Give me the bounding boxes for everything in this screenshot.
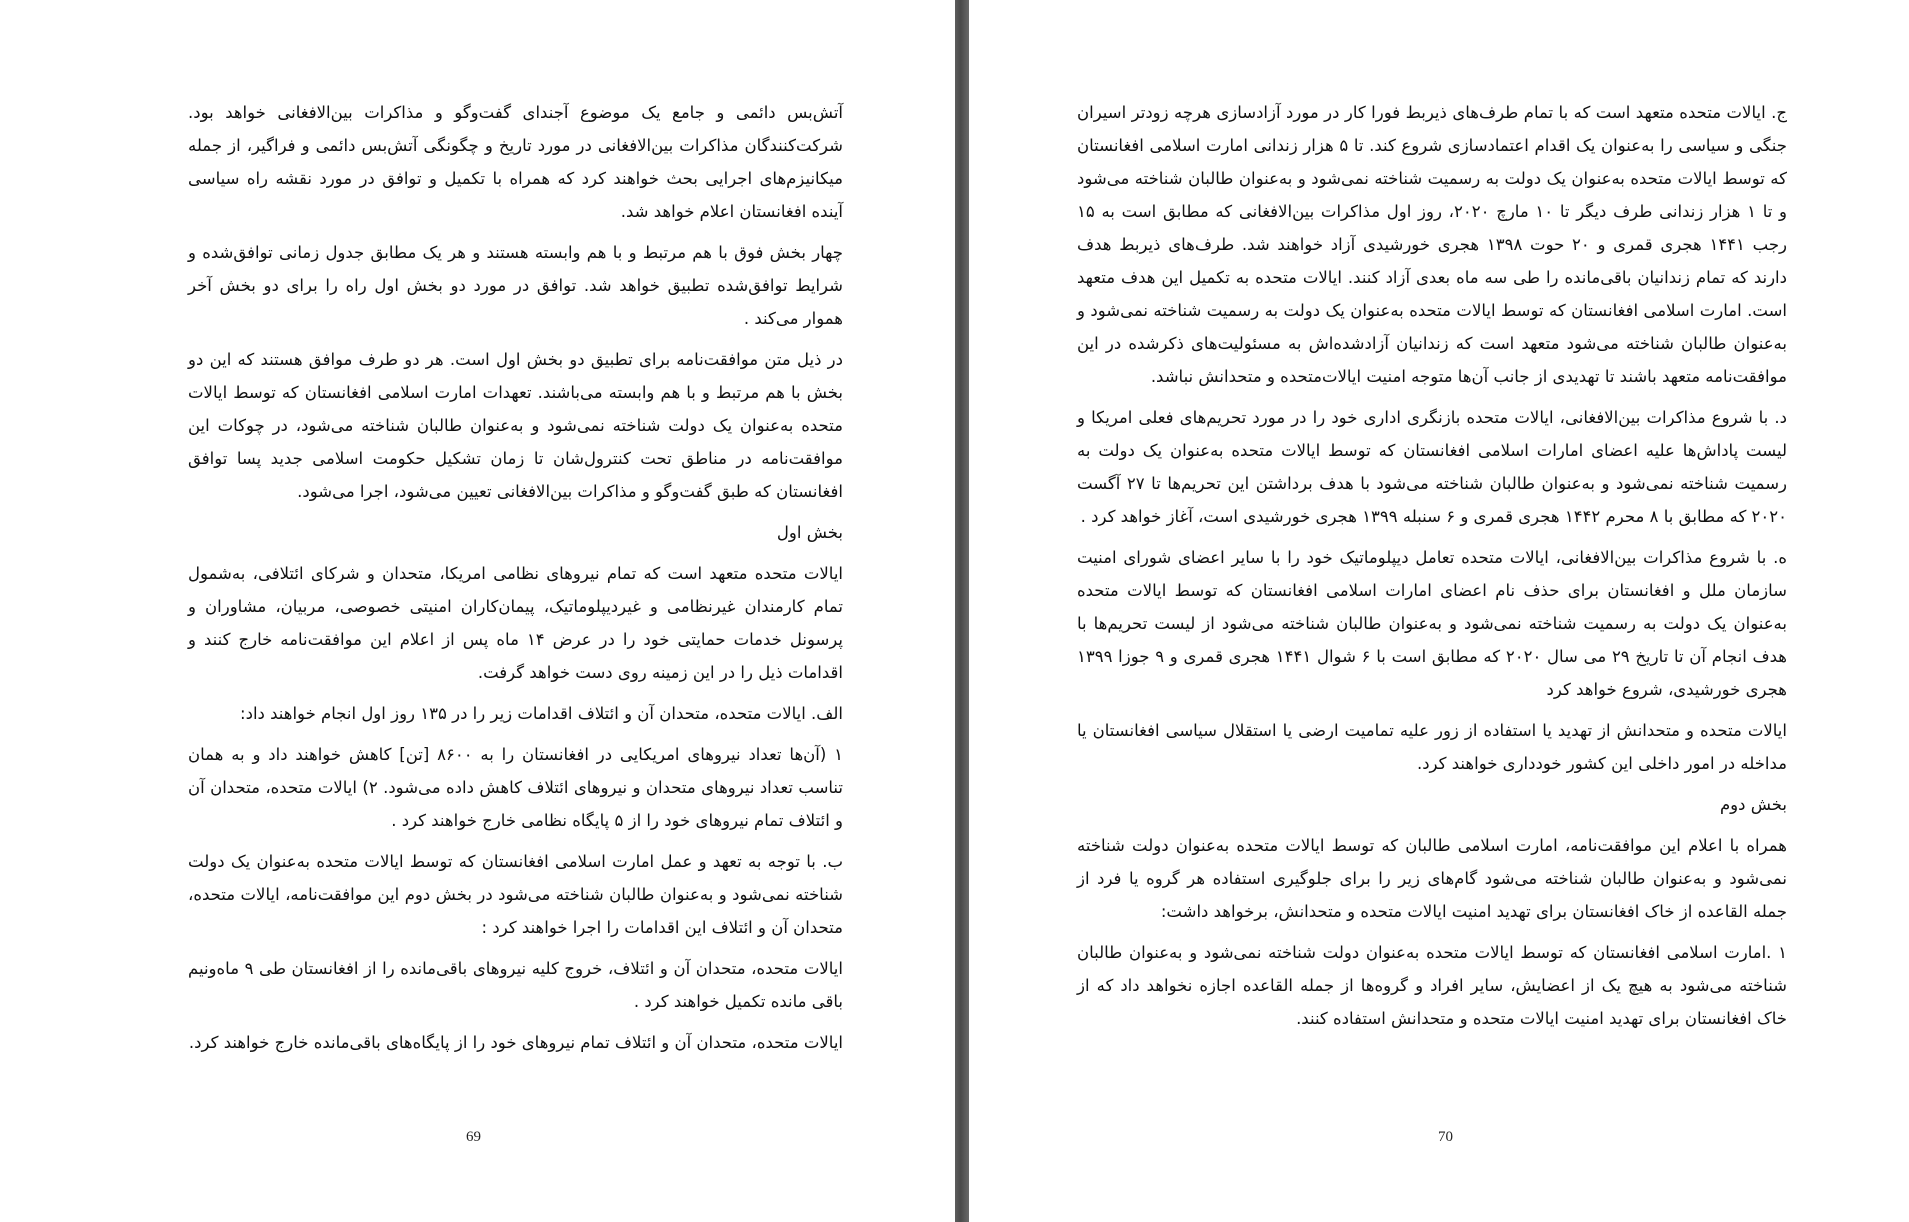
paragraph: ۱ .امارت اسلامی افغانستان که توسط ایالات متحده به‌عنوان دولت شناخته نمی‌شود و به‌عنوان طالبان شناخته می‌شود به هیچ یک از اعضایش، سایر افراد و گروه‌ها از جمله القاعده اجازه نخواهد داد که از خاک افغانستان برای تهدید امنیت ایالات متحده و متحدانش استفاده کنند. — [1077, 943, 1787, 1028]
page-70 — [969, 0, 1909, 1222]
page-69-text — [188, 96, 843, 1067]
paragraph: چهار بخش فوق با هم مرتبط و با هم وابسته هستند و هر یک مطابق جدول زمانی توافق‌شده و شرایط توافق‌شده تطبیق خواهد شد. توافق در مورد دو بخش اول راه را برای دو بخش آخر هموار می‌کند . — [188, 243, 843, 328]
page-70-text — [1077, 96, 1787, 1043]
paragraph: ج. ایالات متحده متعهد است که با تمام طرف‌های ذیربط فورا کار در مورد آزادسازی هرچه زودتر اسیران جنگی و سیاسی را به‌عنوان یک اقدام اعتمادسازی شروع کند. تا ۵ هزار زندانی امارت اسلامی افغانستان که توسط ایالات متحده به‌عنوان یک دولت به رسمیت شناخته نمی‌شود و به‌عنوان طالبان شناخته می‌شود و تا ۱ هزار زندانی طرف دیگر تا ۱۰ مارچ ۲۰۲۰، روز اول مذاکرات بین‌الافغانی که مطابق است به ۱۵ رجب ۱۴۴۱ هجری قمری و ۲۰ حوت ۱۳۹۸ هجری خورشیدی آزاد خواهند شد. طرف‌های ذیربط هدف دارند که تمام زندانیان باقی‌مانده را طی سه ماه بعدی آزاد کنند. ایالات متحده به تکمیل این هدف متعهد است. امارت اسلامی افغانستان که توسط ایالات متحده به‌عنوان یک دولت به رسمیت شناخته نمی‌شود و به‌عنوان طالبان شناخته می‌شود متعهد است که زندانیان آزادشده‌اش به مسئولیت‌های ذکرشده در این موافقت‌نامه متعهد باشند تا تهدیدی از جانب آن‌ها متوجه امنیت ایالات‌متحده و متحدانش نباشد. — [1077, 103, 1788, 386]
paragraph: ایالات متحده، متحدان آن و ائتلاف، خروج کلیه نیروهای باقی‌مانده را از افغانستان طی ۹ ماه‌ونیم باقی مانده تکمیل خواهند کرد . — [188, 959, 843, 1011]
paragraph: ه. با شروع مذاکرات بین‌الافغانی، ایالات متحده تعامل دیپلوماتیک خود را با سایر اعضای شورای امنیت سازمان ملل و افغانستان برای حذف نام اعضای امارات اسلامی افغانستان که توسط ایالات متحده به‌عنوان یک دولت به رسمیت شناخته نمی‌شود و به‌عنوان طالبان شناخته می‌شود از لیست تحریم‌ها با هدف انجام آن تا تاریخ ۲۹ می سال ۲۰۲۰ که مطابق است با ۶ شوال ۱۴۴۱ هجری قمری و ۹ جوزا ۱۳۹۹ هجری خورشیدی، شروع خواهد کرد — [1077, 548, 1788, 699]
page-number: 70 — [1438, 1129, 1453, 1145]
page-number: 69 — [466, 1129, 481, 1145]
paragraph: ایالات متحده، متحدان آن و ائتلاف تمام نیروهای خود را از پایگاه‌های باقی‌مانده خارج خواهند کرد. — [188, 1033, 843, 1052]
paragraph: ب. با توجه به تعهد و عمل امارت اسلامی افغانستان که توسط ایالات متحده به‌عنوان یک دولت شناخته نمی‌شود و به‌عنوان طالبان شناخته می‌شود در بخش دوم این موافقت‌نامه، ایالات متحده، متحدان آن و ائتلاف این اقدامات را اجرا خواهند کرد : — [188, 852, 843, 937]
paragraph: همراه با اعلام این موافقت‌نامه، امارت اسلامی طالبان که توسط ایالات متحده به‌عنوان دولت شناخته نمی‌شود و به‌عنوان طالبان شناخته می‌شود گام‌های زیر را برای جلوگیری استفاده هر گروه یا فرد از جمله القاعده از خاک افغانستان برای تهدید امنیت ایالات متحده و متحدانش، برخواهد داشت: — [1077, 836, 1787, 921]
paragraph: آتش‌بس دائمی و جامع یک موضوع آجندای گفت‌وگو و مذاکرات بین‌الافغانی خواهد بود. شرکت‌کنندگان مذاکرات بین‌الافغانی در مورد تاریخ و چگونگی آتش‌بس دائمی و فراگیر، از جمله میکانیزم‌های اجرایی بحث خواهند کرد که همراه با تکمیل و توافق در مورد نقشه راه سیاسی آینده افغانستان اعلام خواهد شد. — [188, 103, 843, 221]
paragraph: ۱ (آن‌ها تعداد نیروهای امریکایی در افغانستان را به ۸۶۰۰ [تن] کاهش خواهند داد و به همان تناسب تعداد نیروهای متحدان و نیروهای ائتلاف کاهش داده می‌شود. ۲) ایالات متحده، متحدان آن و ائتلاف تمام نیروهای خود را از ۵ پایگاه نظامی خارج خواهند کرد . — [188, 745, 843, 830]
paragraph: ایالات متحده متعهد است که تمام نیروهای نظامی امریکا، متحدان و شرکای ائتلافی، به‌شمول تمام کارمندان غیرنظامی و غیردیپلوماتیک، پیمان‌کاران امنیتی خصوصی، مربیان، مشاوران و پرسونل خدمات حمایتی خود را در عرض ۱۴ ماه پس از اعلام این موافقت‌نامه خارج کنند و اقدامات ذیل را در این زمینه روی دست خواهد گرفت. — [188, 564, 843, 682]
section-heading-part-two: بخش دوم — [1719, 795, 1787, 814]
paragraph: الف. ایالات متحده، متحدان آن و ائتلاف اقدامات زیر را در ۱۳۵ روز اول انجام خواهند داد: — [240, 704, 843, 723]
paragraph: ایالات متحده و متحدانش از تهدید یا استفاده از زور علیه تمامیت ارضی یا استقلال سیاسی افغانستان یا مداخله در امور داخلی این کشور خودداری خواهند کرد. — [1077, 721, 1787, 773]
book-spine-divider — [955, 0, 969, 1222]
paragraph: در ذیل متن موافقت‌نامه برای تطبیق دو بخش اول است. هر دو طرف موافق هستند که این دو بخش با هم مرتبط و با هم وابسته می‌باشند. تعهدات امارت اسلامی افغانستان که توسط ایالات متحده به‌عنوان یک دولت شناخته نمی‌شود و به‌عنوان طالبان شناخته می‌شود، در چوکات این موافقت‌نامه در مناطق تحت کنترول‌شان تا زمان تشکیل حکومت اسلامی جدید پسا توافق افغانستان که طبق گفت‌وگو و مذاکرات بین‌الافغانی تعیین می‌شود، اجرا می‌شود. — [188, 350, 843, 501]
paragraph: د. با شروع مذاکرات بین‌الافغانی، ایالات متحده بازنگری اداری خود را در مورد تحریم‌های فعلی امریکا و لیست پاداش‌ها علیه اعضای امارات اسلامی افغانستان که توسط ایالات متحده به‌عنوان یک دولت به رسمیت شناخته نمی‌شود و به‌عنوان طالبان شناخته می‌شود با هدف برداشتن این تحریم‌ها تا ۲۷ آگست ۲۰۲۰ که مطابق با ۸ محرم ۱۴۴۲ هجری قمری و ۶ سنبله ۱۳۹۹ هجری خورشیدی است، آغاز خواهد کرد . — [1077, 408, 1788, 526]
section-heading-part-one: بخش اول — [776, 523, 843, 542]
